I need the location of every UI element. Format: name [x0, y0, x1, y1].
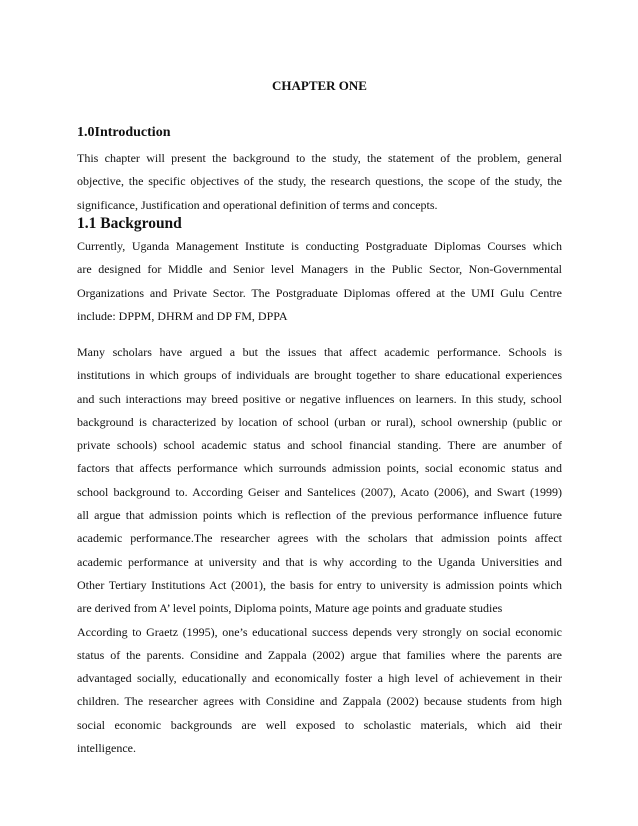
paragraph-line: significance, Justification and operational definition of terms and concepts. — [77, 197, 438, 212]
paragraph-line: children. The researcher agrees with Considine and Zappala (2002) because students from high — [77, 694, 562, 709]
paragraph-line: According to Graetz (1995), one’s educational success depends very strongly on social economic — [77, 624, 562, 639]
background-paragraph-2 — [77, 341, 562, 760]
introduction-paragraph — [77, 147, 562, 217]
paragraph-line: objective, the specific objectives of the study, the research questions, the scope of the study, the — [77, 174, 562, 189]
paragraph-line: include: DPPM, DHRM and DP FM, DPPA — [77, 308, 288, 323]
paragraph-line: are derived from A’ level points, Diploma points, Mature age points and graduate studies — [77, 601, 503, 616]
paragraph-line: Many scholars have argued a but the issues that affect academic performance. Schools is — [77, 345, 562, 359]
paragraph-line: academic performance at university and that is why according to the Uganda Universities and — [77, 554, 562, 569]
paragraph-line: academic performance.The researcher agrees with the scholars that admission points affect — [77, 531, 562, 546]
paragraph-line: are designed for Middle and Senior level Managers in the Public Sector, Non-Governmental — [77, 262, 562, 277]
paragraph-line: status of the parents. Considine and Zappala (2002) argue that families where the parents are — [77, 647, 562, 662]
paragraph-line: advantaged socially, educationally and economically foster a high level of achievement in their — [77, 671, 562, 686]
paragraph-line: factors that affects performance which surrounds admission points, social economic status and — [77, 461, 562, 476]
paragraph-line: school background to. According Geiser and Santelices (2007), Acato (2006), and Swart (1999) — [77, 484, 562, 499]
paragraph-line: This chapter will present the background to the study, the statement of the problem, general — [77, 151, 562, 165]
paragraph-line: Organizations and Private Sector. The Postgraduate Diplomas offered at the UMI Gulu Centre — [77, 285, 562, 300]
paragraph-line: Currently, Uganda Management Institute is conducting Postgraduate Diplomas Courses which — [77, 239, 562, 253]
paragraph-line: background is characterized by location of school (urban or rural), school ownership (public or — [77, 414, 562, 429]
paragraph-line: intelligence. — [77, 741, 136, 756]
paragraph-line: and such interactions may breed positive or negative influences on learners. In this study, school — [77, 391, 562, 406]
paragraph-line: all argue that admission points which is reflection of the previous performance influence future — [77, 508, 562, 523]
paragraph-line: social economic backgrounds are well exposed to scholastic materials, which aid their — [77, 717, 562, 732]
background-heading: 1.1 Background — [77, 215, 182, 232]
paragraph-line: institutions in which groups of individuals are brought together to share educational experiences — [77, 368, 562, 383]
paragraph-line: private schools) school academic status and school financial standing. There are anumber of — [77, 438, 562, 453]
paragraph-line: Other Tertiary Institutions Act (2001), the basis for entry to university is admission points which — [77, 577, 562, 592]
background-paragraph-1 — [77, 235, 562, 328]
introduction-heading: 1.0Introduction — [77, 125, 171, 140]
chapter-title: CHAPTER ONE — [272, 78, 367, 93]
